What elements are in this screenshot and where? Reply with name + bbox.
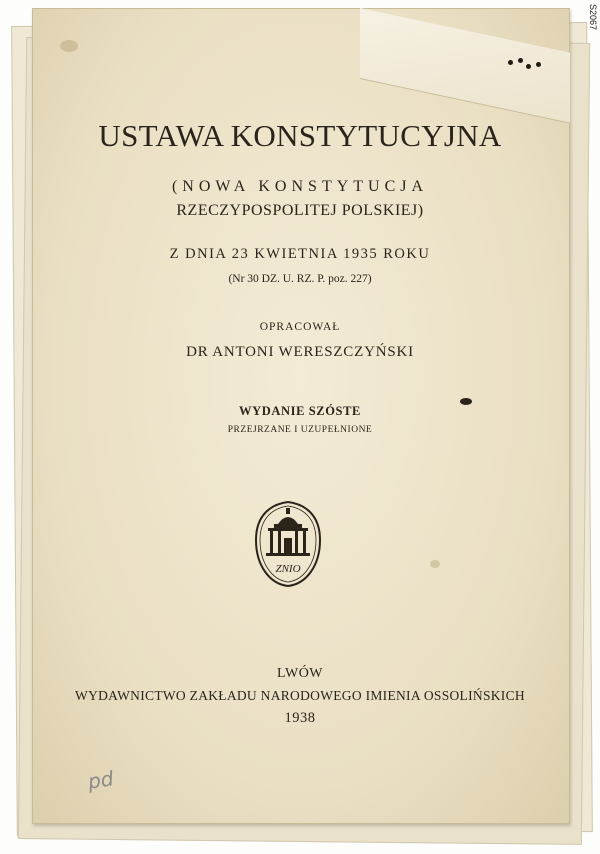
publication-city: LWÓW — [276, 666, 324, 681]
stain — [60, 40, 78, 52]
archive-code: S2067 — [588, 4, 598, 31]
stain — [430, 560, 440, 568]
subtitle-line-2: RZECZYPOSPOLITEJ POLSKIEJ) — [176, 202, 424, 219]
subtitle-line-1: (NOWA KONSTYTUCJA — [171, 178, 429, 195]
page-title: USTAWA KONSTYTUCYJNA — [98, 118, 502, 153]
publication-year: 1938 — [284, 710, 316, 726]
author-name: DR ANTONI WERESZCZYŃSKI — [186, 344, 414, 360]
journal-reference: (Nr 30 DZ. U. RZ. P. poz. 227) — [228, 273, 372, 285]
date-line: Z DNIA 23 KWIETNIA 1935 ROKU — [169, 246, 431, 262]
punch-holes — [508, 58, 548, 78]
emblem-monogram: ZNIO — [275, 563, 301, 575]
publisher-name: WYDAWNICTWO ZAKŁADU NARODOWEGO IMIENIA OSSOLIŃSKICH — [75, 688, 525, 703]
pencil-annotation: pd — [86, 766, 115, 794]
ossolineum-building-emblem-icon — [252, 500, 324, 588]
prepared-by-label: OPRACOWAŁ — [259, 321, 341, 333]
edition-note: PRZEJRZANE I UZUPEŁNIONE — [227, 425, 373, 435]
edition-label: WYDANIE SZÓSTE — [239, 404, 361, 418]
